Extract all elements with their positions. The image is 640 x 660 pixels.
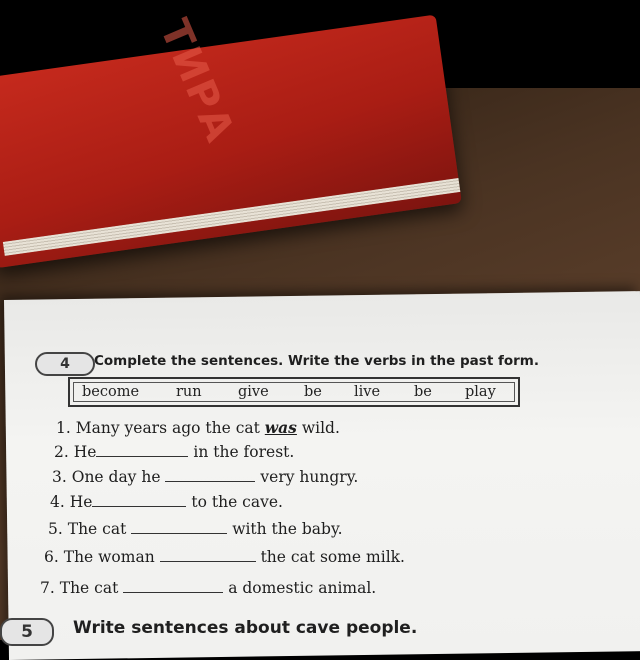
word-item: give [238, 384, 269, 400]
answer-blank[interactable] [165, 469, 255, 482]
word-item: play [465, 384, 496, 400]
answer-blank[interactable] [123, 580, 223, 593]
word-item: live [354, 384, 381, 400]
sentence-7: 7. The cat a domestic animal. [40, 579, 377, 597]
exercise-5-instruction: Write sentences about cave people. [73, 618, 418, 638]
word-item: be [414, 384, 432, 400]
sentence-6: 6. The woman the cat some milk. [44, 548, 405, 566]
answer-blank[interactable] [92, 494, 186, 507]
word-item: be [304, 384, 322, 400]
sentence-3: 3. One day he very hungry. [52, 468, 359, 486]
answer-blank[interactable] [160, 549, 256, 562]
book-cover-title: ТИРА [150, 13, 244, 150]
example-answer: was [264, 418, 297, 437]
word-item: become [82, 384, 140, 400]
sentence-4: 4. He to the cave. [50, 493, 283, 511]
answer-blank[interactable] [96, 444, 188, 457]
answer-blank[interactable] [131, 521, 227, 534]
exercise-4-number: 4 [35, 352, 95, 376]
sentence-1: 1. Many years ago the cat was wild. [56, 418, 340, 437]
word-item: run [176, 384, 202, 400]
exercise-5-number: 5 [0, 618, 54, 646]
sentence-2: 2. He in the forest. [54, 443, 295, 461]
sentence-5: 5. The cat with the baby. [48, 520, 343, 538]
exercise-4-instruction: Complete the sentences. Write the verbs in the past form. [94, 353, 539, 369]
